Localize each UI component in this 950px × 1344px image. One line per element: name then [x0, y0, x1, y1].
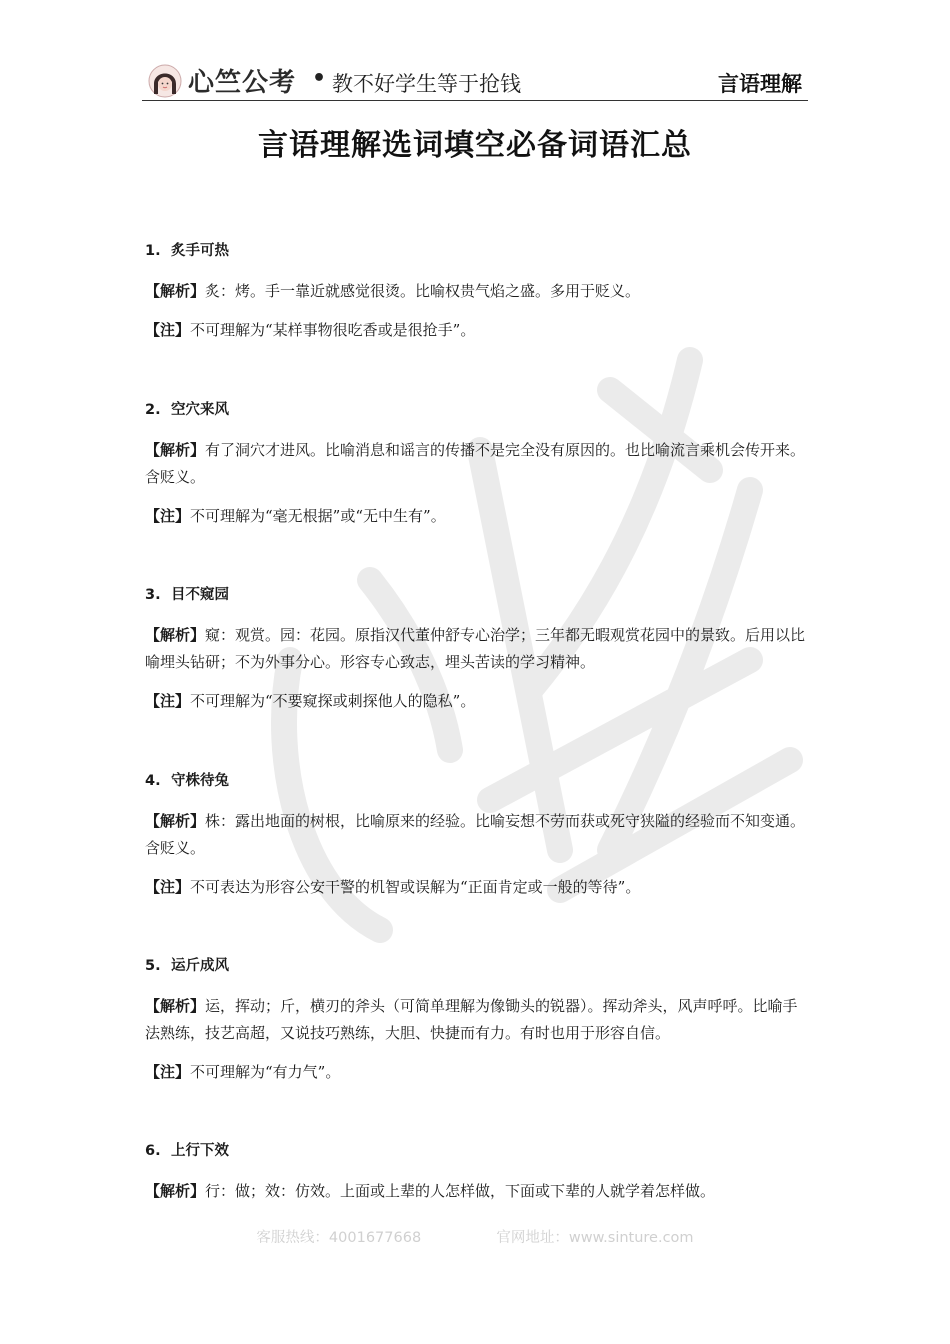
entry-1 — [145, 240, 810, 344]
note-text: 不可理解为“不要窥探或刺探他人的隐私”。 — [190, 692, 476, 710]
hotline-number: 4001677668 — [328, 1230, 422, 1246]
entry-analysis — [145, 993, 810, 1047]
hotline-label: 客服热线： — [256, 1230, 329, 1246]
section-tag: 言语理解 — [718, 72, 802, 96]
entry-analysis — [145, 278, 810, 305]
note-label: 【注】 — [145, 878, 191, 896]
analysis-text: 有了洞穴才进风。比喻消息和谣言的传播不是完全没有原因的。也比喻流言乘机会传开来。含贬义。 — [145, 441, 806, 486]
slogan: 教不好学生等于抢钱 — [332, 72, 521, 96]
entry-5 — [145, 955, 810, 1086]
note-text: 不可理解为“有力气”。 — [190, 1063, 341, 1081]
entry-3 — [145, 584, 810, 715]
entry-heading — [145, 399, 810, 421]
page-footer — [0, 1226, 950, 1247]
note-text: 不可理解为“某样事物很吃香或是很抢手”。 — [190, 321, 476, 339]
analysis-label: 【解析】 — [145, 997, 206, 1015]
website-label: 官网地址： — [496, 1230, 569, 1246]
entry-heading — [145, 584, 810, 606]
note-text: 不可表达为形容公安干警的机智或误解为“正面肯定或一般的等待”。 — [190, 878, 641, 896]
analysis-text: 运，挥动；斤，横刃的斧头（可简单理解为像锄头的锐器）。挥动斧头，风声呼呼。比喻手法熟练，技艺高超，又说技巧熟练，大胆、快捷而有力。有时也用于形容自信。 — [145, 997, 798, 1042]
entry-number: 6. — [145, 1143, 161, 1159]
analysis-text: 炙：烤。手一靠近就感觉很烫。比喻权贵气焰之盛。多用于贬义。 — [205, 282, 641, 300]
entry-note — [145, 874, 810, 901]
note-label: 【注】 — [145, 321, 191, 339]
entry-word: 炙手可热 — [171, 243, 229, 259]
entry-heading — [145, 1140, 810, 1162]
entry-4 — [145, 770, 810, 901]
avatar-logo-icon — [148, 64, 182, 98]
entry-2 — [145, 399, 810, 530]
entry-heading — [145, 240, 810, 262]
page-title: 言语理解选词填空必备词语汇总 — [258, 128, 692, 163]
entry-heading — [145, 955, 810, 977]
entry-6 — [145, 1140, 810, 1205]
header-bullet: • — [312, 66, 327, 91]
entry-analysis — [145, 1178, 810, 1205]
note-text: 不可理解为“毫无根据”或“无中生有”。 — [190, 507, 446, 525]
note-label: 【注】 — [145, 507, 191, 525]
analysis-label: 【解析】 — [145, 812, 206, 830]
analysis-text: 行：做；效：仿效。上面或上辈的人怎样做，下面或下辈的人就学着怎样做。 — [205, 1182, 716, 1200]
entry-note — [145, 688, 810, 715]
entry-number: 5. — [145, 958, 161, 974]
entry-word: 目不窥园 — [171, 587, 229, 603]
entry-number: 4. — [145, 773, 161, 789]
entry-number: 2. — [145, 402, 161, 418]
analysis-label: 【解析】 — [145, 1182, 206, 1200]
analysis-label: 【解析】 — [145, 626, 206, 644]
note-label: 【注】 — [145, 1063, 191, 1081]
entry-note — [145, 503, 810, 530]
entry-number: 3. — [145, 587, 161, 603]
entry-note — [145, 1059, 810, 1086]
entry-word: 上行下效 — [171, 1143, 229, 1159]
analysis-label: 【解析】 — [145, 441, 206, 459]
entry-heading — [145, 770, 810, 792]
note-label: 【注】 — [145, 692, 191, 710]
entry-word: 运斤成风 — [171, 958, 229, 974]
entry-number: 1. — [145, 243, 161, 259]
analysis-label: 【解析】 — [145, 282, 206, 300]
entry-analysis — [145, 622, 810, 676]
entry-analysis — [145, 808, 810, 862]
website-url[interactable]: www.sinture.com — [568, 1230, 694, 1246]
entry-word: 守株待兔 — [171, 773, 229, 789]
entry-note — [145, 317, 810, 344]
entry-word: 空穴来风 — [171, 402, 229, 418]
brand-name: 心竺公考 — [188, 68, 297, 98]
analysis-text: 窥：观赏。园：花园。原指汉代董仲舒专心治学；三年都无暇观赏花园中的景致。后用以比喻埋头钻研；不为外事分心。形容专心致志，埋头苦读的学习精神。 — [145, 626, 806, 671]
analysis-text: 株：露出地面的树根，比喻原来的经验。比喻妄想不劳而获或死守狭隘的经验而不知变通。含贬义。 — [145, 812, 806, 857]
entry-analysis — [145, 437, 810, 491]
page-header — [142, 58, 808, 101]
